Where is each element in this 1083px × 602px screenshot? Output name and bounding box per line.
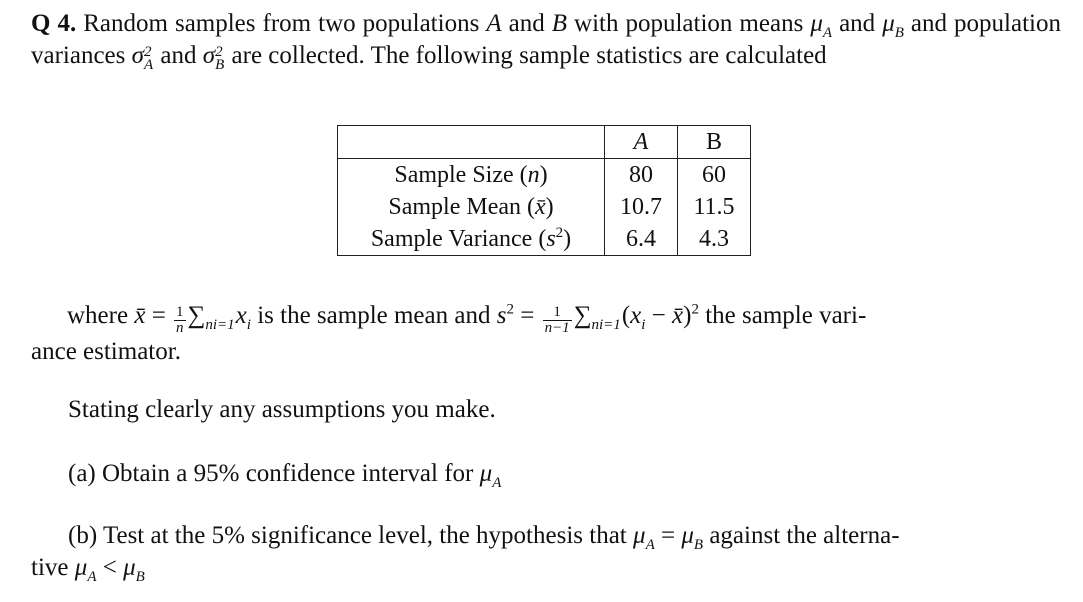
cell-b: 60 — [678, 159, 751, 192]
table-row — [338, 223, 751, 256]
mu-b: $\mu_B$ — [882, 10, 904, 41]
cell-a: 80 — [605, 159, 678, 192]
sample-statistics-table — [337, 125, 751, 256]
assumptions-instruction: Stating clearly any assumptions you make. — [68, 396, 496, 423]
row-label: Sample Mean (x̄) — [338, 191, 605, 223]
table-row — [338, 191, 751, 223]
mu-a: $\mu_A$ — [479, 460, 502, 491]
cell-b: 4.3 — [678, 223, 751, 256]
fraction-one-over-n-minus-one: $\frac{1}{n-1}$ — [544, 304, 570, 336]
question-number: Q 4. — [31, 10, 77, 37]
sigma-b-squared: σ 2 B — [202, 42, 225, 73]
part-a: (a) Obtain a 95% confidence interval for $\mu_A$ — [68, 460, 502, 491]
mu-a: $\mu_A$ — [810, 10, 833, 41]
cell-b: 11.5 — [678, 191, 751, 223]
sigma-a-squared: σ 2 A — [131, 42, 154, 73]
row-label: Sample Variance $(s^2)$ — [338, 223, 605, 256]
fraction-one-over-n: $\frac{1}{n}$ — [176, 304, 184, 336]
table-header-cell: B — [678, 126, 751, 159]
table-header-cell — [338, 126, 605, 159]
cell-a: 6.4 — [605, 223, 678, 256]
part-b: (b) Test at the 5% significance level, the hypothesis that $\mu_A = \mu_B$ against the alterna- tive $\mu_A < \mu_B$ — [31, 522, 900, 585]
table-row — [338, 159, 751, 192]
table-header-row — [338, 126, 751, 159]
table-header-cell: A — [605, 126, 678, 159]
row-label: Sample Size (n) — [338, 159, 605, 192]
estimator-definition: where x̄ = $\frac{1}{n}$ $\sum ni=1x_i$ is the sample mean and $s^2$ = $\frac{1}{n-1}$ $\sum ni=1(x_i$ − x̄)$^2$ the sample vari- ance estimator. — [31, 301, 867, 365]
question-intro: Q 4. Random samples from two populations A and B with population means $\mu_A$ and $\mu_B$ and population variances σ 2 A and σ 2 B are collected. The following sample statistics are calculated — [31, 10, 1061, 73]
cell-a: 10.7 — [605, 191, 678, 223]
